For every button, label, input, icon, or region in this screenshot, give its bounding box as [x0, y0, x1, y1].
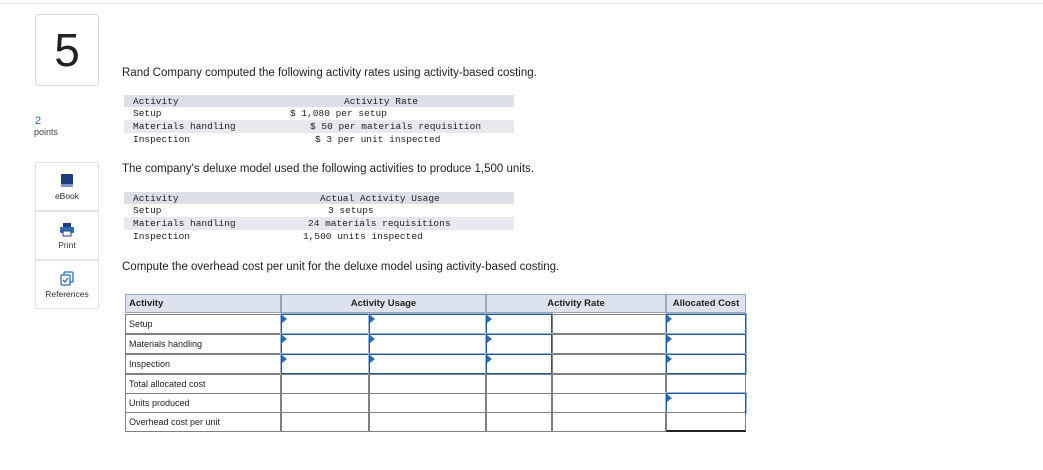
row-activity: Inspection [133, 134, 191, 145]
table-row [124, 204, 514, 217]
setup-rate-input[interactable] [486, 314, 552, 334]
header-activity: Activity [133, 96, 179, 107]
row-usage: 24 materials requisitions [308, 218, 451, 229]
total-usage-cell [281, 374, 369, 394]
header-usage: Actual Activity Usage [320, 193, 440, 204]
printer-icon [60, 222, 74, 237]
points-value: 2 [35, 115, 42, 127]
row-label-total-allocated-cost: Total allocated cost [125, 374, 281, 394]
overhead-cost-per-unit-cell[interactable] [666, 412, 746, 432]
header-activity-rate: Activity Rate [344, 96, 419, 107]
row-usage: 3 setups [328, 205, 374, 216]
prompt-usage: The company's deluxe model used the following activities to produce 1,500 units. [122, 163, 534, 175]
materials-usage-unit-input[interactable] [369, 334, 486, 354]
points-label: points [34, 127, 59, 137]
print-button[interactable] [35, 211, 99, 260]
top-divider [0, 3, 1043, 4]
row-label-overhead-cost-per-unit: Overhead cost per unit [125, 412, 281, 432]
table-row [124, 217, 514, 230]
overhead-rate-unit-cell [552, 412, 666, 432]
total-allocated-cost-cell [666, 374, 746, 394]
units-usage-cell [281, 393, 369, 413]
grid-header-allocated-cost: Allocated Cost [666, 294, 746, 313]
row-label-materials-handling: Materials handling [125, 334, 281, 354]
materials-rate-input[interactable] [486, 334, 552, 354]
setup-usage-input[interactable] [281, 314, 369, 334]
prompt-rates: Rand Company computed the following activity rates using activity-based costing. [122, 67, 537, 79]
setup-usage-unit-input[interactable] [369, 314, 486, 334]
units-rate-cell [486, 393, 552, 413]
row-rate: $ 50 per materials requisition [310, 121, 482, 132]
row-activity: Setup [133, 205, 162, 216]
references-button[interactable] [35, 260, 99, 309]
table-header [124, 192, 514, 204]
setup-allocated-cost-input[interactable] [666, 314, 746, 334]
print-label: Print [58, 240, 76, 250]
grid-header-activity: Activity [125, 294, 281, 313]
row-activity: Inspection [133, 231, 191, 242]
inspection-rate-input[interactable] [486, 354, 552, 374]
overhead-usage-unit-cell [369, 412, 486, 432]
references-icon [60, 271, 74, 286]
prompt-compute: Compute the overhead cost per unit for the deluxe model using activity-based costing. [122, 261, 560, 273]
setup-rate-unit-cell [552, 314, 666, 334]
inspection-usage-unit-input[interactable] [369, 354, 486, 374]
ebook-label: eBook [54, 191, 80, 201]
row-activity: Setup [133, 108, 162, 119]
question-number: 5 [35, 14, 99, 86]
references-label: References [45, 289, 89, 299]
book-icon [60, 173, 74, 188]
row-label-setup: Setup [125, 314, 281, 334]
activity-rates-table [124, 95, 514, 146]
row-activity: Materials handling [133, 121, 236, 132]
row-activity: Materials handling [133, 218, 236, 229]
materials-usage-input[interactable] [281, 334, 369, 354]
row-rate: $ 1,080 per setup [290, 108, 387, 119]
row-usage: 1,500 units inspected [303, 231, 423, 242]
grid-header-activity-rate: Activity Rate [486, 294, 666, 313]
inspection-usage-input[interactable] [281, 354, 369, 374]
row-label-inspection: Inspection [125, 354, 281, 374]
units-rate-unit-cell [552, 393, 666, 413]
overhead-rate-cell [486, 412, 552, 432]
header-activity: Activity [133, 193, 179, 204]
inspection-allocated-cost-input[interactable] [666, 354, 746, 374]
inspection-rate-unit-cell [552, 354, 666, 374]
table-row [124, 230, 514, 243]
materials-rate-unit-cell [552, 334, 666, 354]
total-usage-unit-cell [369, 374, 486, 394]
table-row [124, 107, 514, 120]
row-label-units-produced: Units produced [125, 393, 281, 413]
grid-header-activity-usage: Activity Usage [281, 294, 486, 313]
table-row [124, 133, 514, 146]
total-rate-cell [486, 374, 552, 394]
table-row [124, 120, 514, 133]
table-header [124, 95, 514, 107]
overhead-usage-cell [281, 412, 369, 432]
row-rate: $ 3 per unit inspected [315, 134, 441, 145]
ebook-button[interactable] [35, 162, 99, 211]
total-rate-unit-cell [552, 374, 666, 394]
units-produced-input[interactable] [666, 393, 746, 413]
units-usage-unit-cell [369, 393, 486, 413]
activity-usage-table [124, 192, 514, 243]
materials-allocated-cost-input[interactable] [666, 334, 746, 354]
